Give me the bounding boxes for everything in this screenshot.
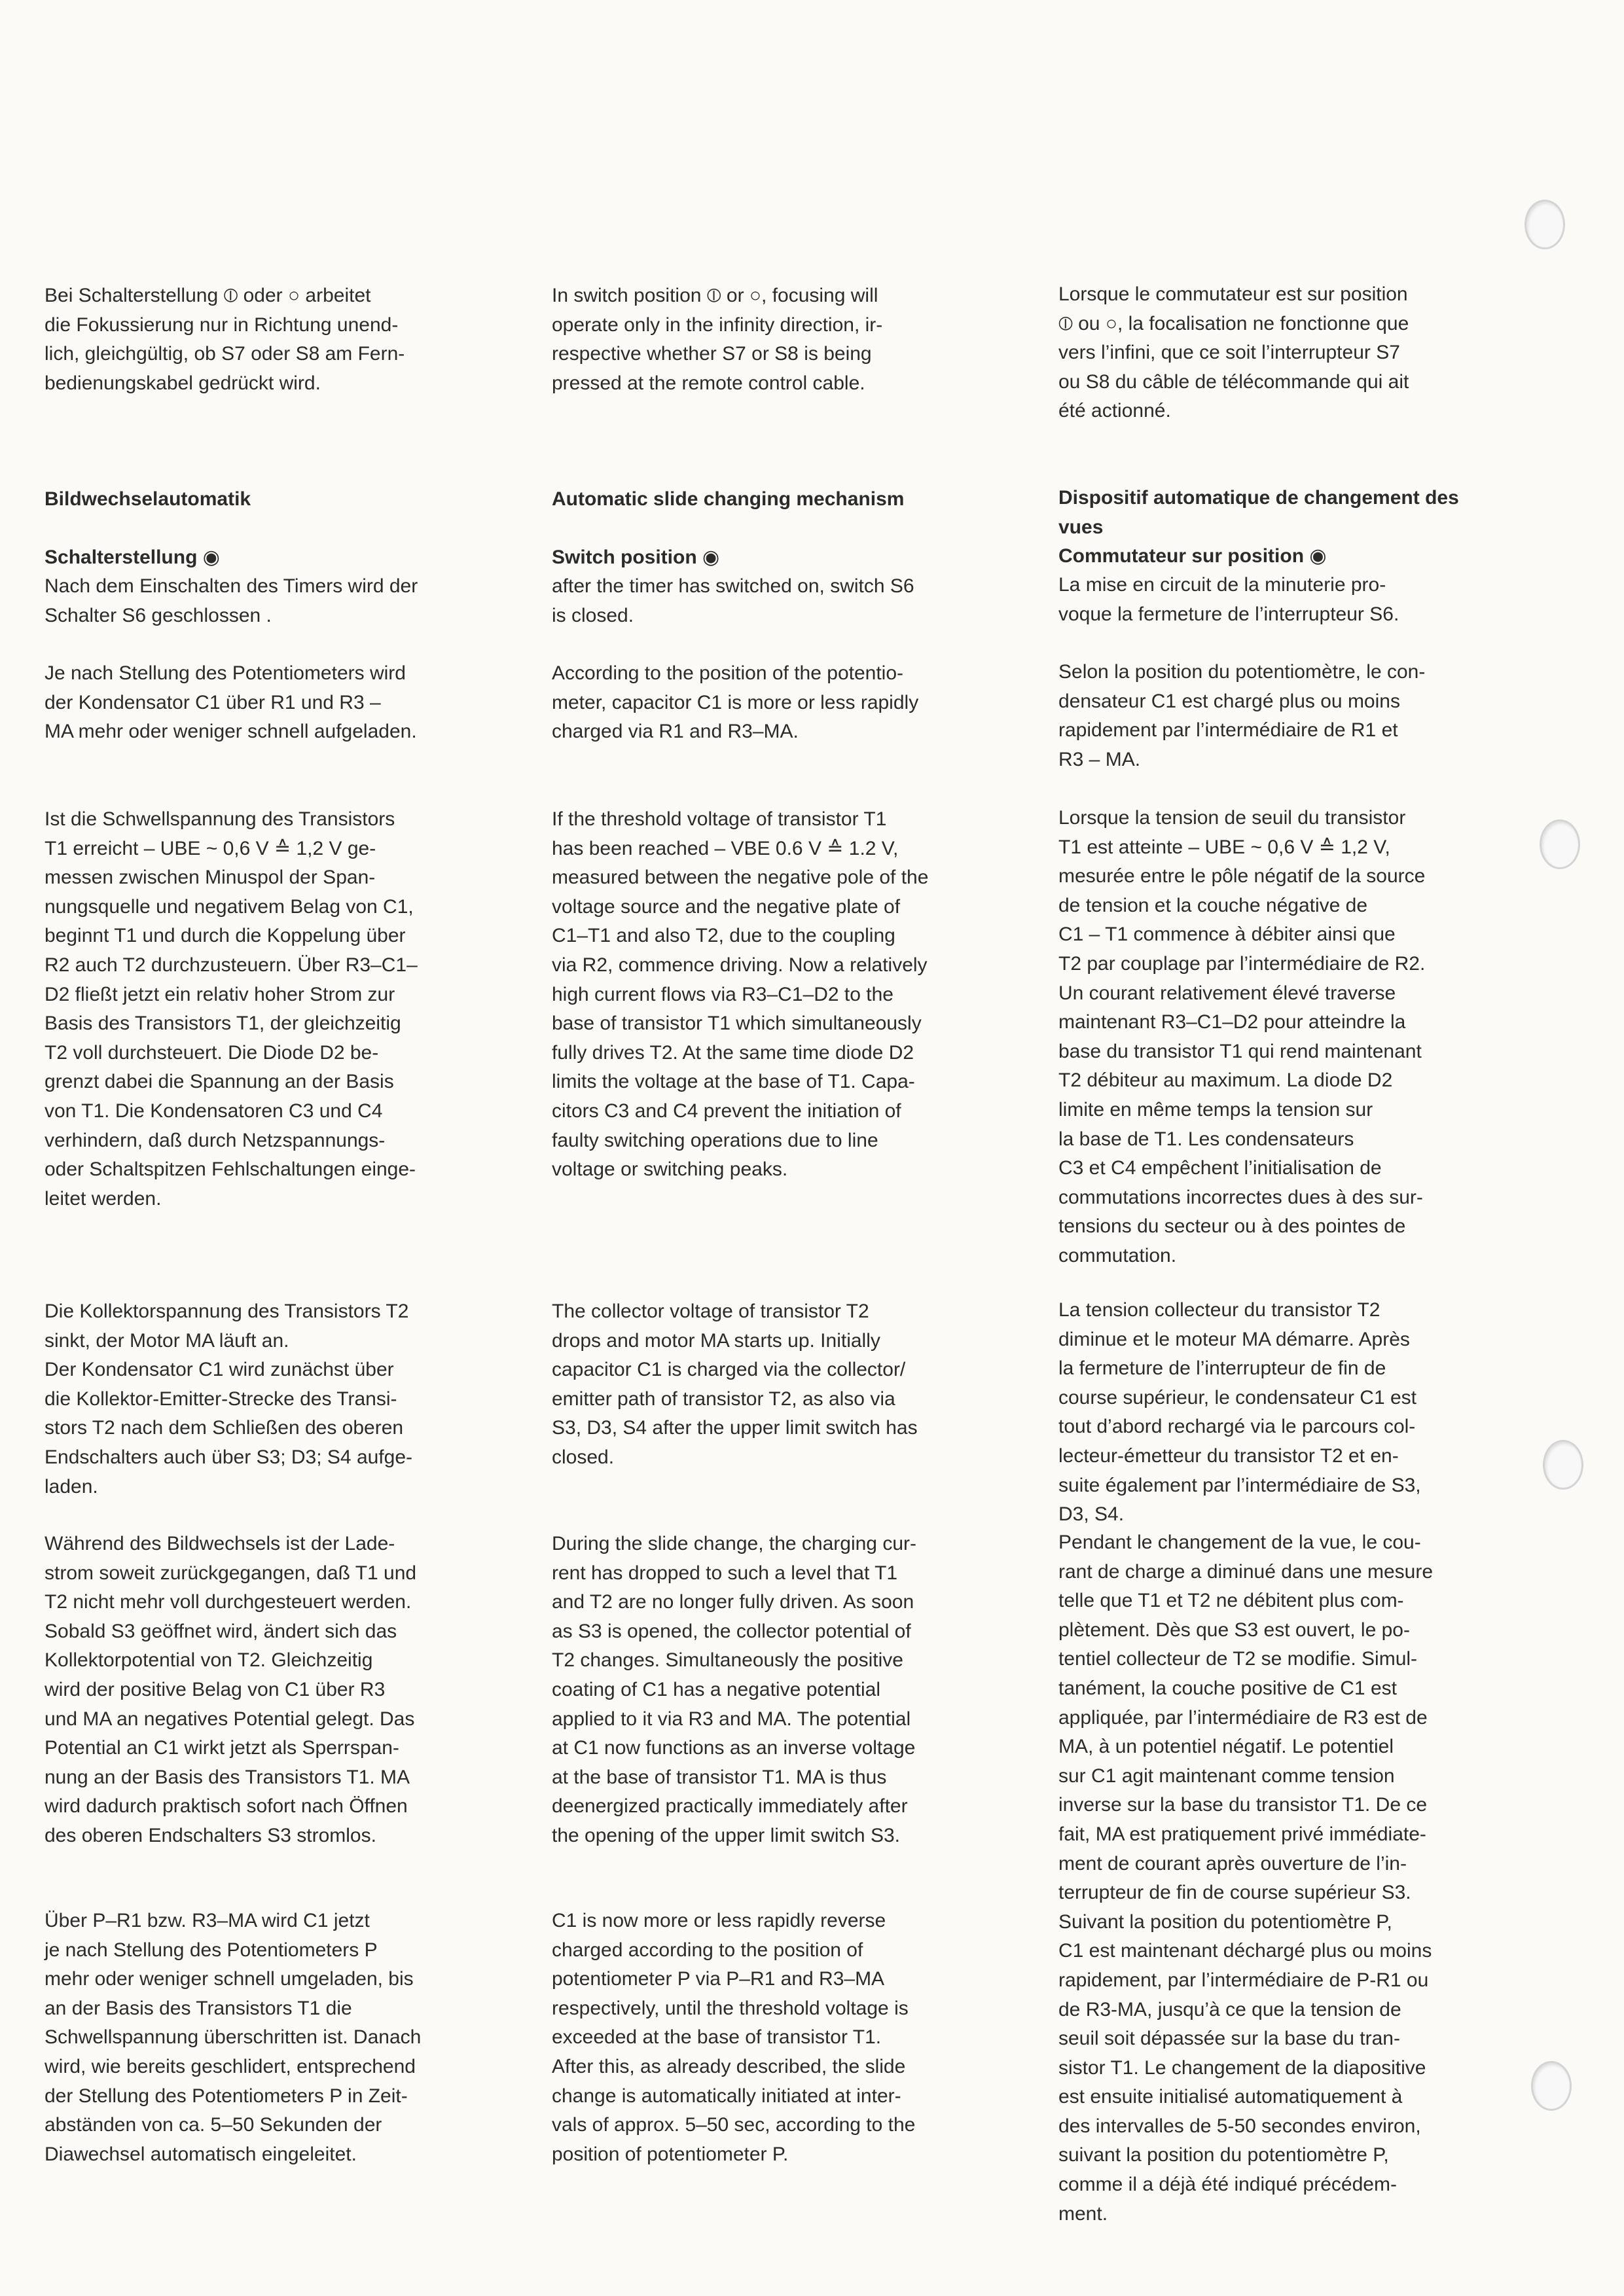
- threshold-paragraph: Ist die Schwellspannung des Transistors T1 erreicht – UBE ~ 0,6 V ≙ 1,2 V ge- messen zwischen Minuspol der Span- nungsquelle und negativem Belag von C1, beginnt T1 und durch die Koppelung über R2 auch T2 durchzusteuern. Über R3–C1– D2 fließt jetzt ein relativ hoher Strom zur Basis des Transistors T1, der gleichzeitig T2 voll durchsteuert. Die Diode D2 be- grenzt dabei die Spannung an der Basis von T1. Die Kondensatoren C3 und C4 verhindern, daß durch Netzspannungs- oder Schaltspitzen Fehlschaltungen einge- leitet werden.: [45, 808, 418, 1210]
- collector-paragraph: The collector voltage of transistor T2 drops and motor MA starts up. Initially capacitor C1 is charged via the collector/ emitter path of transistor T2, as also via S3, D3, S4 after the upper limit switch has closed.: [552, 1300, 918, 1468]
- section-heading: Automatic slide changing mechanism: [552, 488, 905, 510]
- slide-change-paragraph: Pendant le changement de la vue, le cou- rant de charge a diminué dans une mesure telle que T1 et T2 ne débitent plus com- plètement. Dès que S3 est ouvert, le po- tentiel collecteur de T2 se modifie. Simul- tanément, la couche positive de C1 est appliquée, par l’intermédiaire de R3 est de MA, à un potentiel négatif. Le potentiel sur C1 agit maintenant comme tension inverse sur la base du transistor T1. De ce fait, MA est pratiquement privé immédiate- ment de courant après ouverture de l’in- terrupteur de fin de course supérieur S3. Suivant la position du potentiomètre P, C1 est maintenant déchargé plus ou moins rapidement, par l’intermédiaire de P-R1 ou de R3-MA, jusqu’à ce que la tension de seuil soit dépassée sur la base du tran- sistor T1. Le changement de la diapositive est ensuite initialisé automatiquement à des intervalles de 5-50 secondes environ, suivant la position du potentiomètre P, comme il a déjà été indiqué précédem- ment.: [1058, 1532, 1434, 2225]
- punch-hole: [1531, 2061, 1572, 2111]
- section-heading: Dispositif automatique de changement des vues: [1058, 487, 1459, 538]
- slide-change-paragraph: Während des Bildwechsels ist der Lade- strom soweit zurückgegangen, daß T1 und T2 nicht mehr voll durchgesteuert werden. Sobald S3 geöffnet wird, ändert sich das Kollektorpotential von T2. Gleichzeitig wird der positive Belag von C1 über R3 und MA an negatives Potential gelegt. Das Potential an C1 wirkt jetzt als Sperrspan- nung an der Basis des Transistors T1. MA wird dadurch praktisch sofort nach Öffnen des oberen Endschalters S3 stromlos.: [45, 1533, 417, 1846]
- focus-paragraph: Lorsque le commutateur est sur position ⦶ ou ○, la focalisation ne fonctionne que vers l’infini, que ce soit l’interrupteur S7 ou S8 du câble de télécommande qui ait été actionné.: [1058, 283, 1409, 422]
- collector-paragraph: Die Kollektorspannung des Transistors T2 sinkt, der Motor MA läuft an. Der Kondensator C1 wird zunächst über die Kollektor-Emitter-Strecke des Transi- stors T2 nach dem Schließen des oberen Endschalters auch über S3; D3; S4 aufge- laden.: [45, 1300, 413, 1498]
- charging-paragraph: Selon la position du potentiomètre, le con- densateur C1 est chargé plus ou moins rapidement par l’intermédiaire de R1 et R3 – MA.: [1058, 661, 1426, 770]
- focus-paragraph: Bei Schalterstellung ⦶ oder ○ arbeitet die Fokussierung nur in Richtung unend- lich, gleichgültig, ob S7 oder S8 am Fern- bedienungskabel gedrückt wird.: [45, 285, 405, 394]
- charging-paragraph: According to the position of the potentio- meter, capacitor C1 is more or less rapidly charged via R1 and R3–MA.: [552, 662, 919, 743]
- slide-change-paragraph: During the slide change, the charging cur- rent has dropped to such a level that T1 and T2 are no longer fully driven. As soon as S3 is opened, the collector potential of T2 changes. Simultaneously the positive coating of C1 has a negative potential applied to it via R3 and MA. The potential at C1 now functions as an inverse voltage at the base of transistor T1. MA is thus deenergized practically immediately after the opening of the upper limit switch S3.: [552, 1533, 916, 1846]
- switch-position-heading: Schalterstellung ◉: [45, 547, 220, 568]
- collector-paragraph: La tension collecteur du transistor T2 diminue et le moteur MA démarre. Après la fermeture de l’interrupteur de fin de course supérieur, le condensateur C1 est tout d’abord rechargé via le parcours col- lecteur-émetteur du transistor T2 et en- suite également par l’intermédiaire de S3, D3, S4.: [1058, 1299, 1421, 1526]
- section-heading: Bildwechselautomatik: [45, 488, 251, 510]
- switch-position-heading: Commutateur sur position ◉: [1058, 545, 1327, 567]
- punch-hole: [1543, 1440, 1583, 1490]
- focus-paragraph: In switch position ⦶ or ○, focusing will operate only in the infinity direction, ir- respective whether S7 or S8 is being pressed at the remote control cable.: [552, 285, 883, 394]
- reverse-charge-paragraph: Über P–R1 bzw. R3–MA wird C1 jetzt je nach Stellung des Potentiometers P mehr oder weniger schnell umgeladen, bis an der Basis des Transistors T1 die Schwellspannung überschritten ist. Danach wird, wie bereits geschlidert, entsprechend der Stellung des Potentiometers P in Zeit- abständen von ca. 5–50 Sekunden der Diawechsel automatisch eingeleitet.: [45, 1910, 422, 2165]
- timer-paragraph: Nach dem Einschalten des Timers wird der Schalter S6 geschlossen .: [45, 575, 418, 626]
- reverse-charge-paragraph: C1 is now more or less rapidly reverse charged according to the position of potentiometer P via P–R1 and R3–MA respectively, until the threshold voltage is exceeded at the base of transistor T1. After this, as already described, the slide change is automatically initiated at inter- vals of approx. 5–50 sec, according to the position of potentiometer P.: [552, 1910, 916, 2165]
- punch-hole: [1525, 200, 1565, 249]
- punch-hole: [1540, 819, 1580, 869]
- timer-paragraph: after the timer has switched on, switch S6 is closed.: [552, 575, 914, 626]
- switch-position-heading: Switch position ◉: [552, 547, 720, 568]
- timer-paragraph: La mise en circuit de la minuterie pro- voque la fermeture de l’interrupteur S6.: [1058, 574, 1399, 625]
- threshold-paragraph: If the threshold voltage of transistor T1 has been reached – VBE 0.6 V ≙ 1.2 V, measured between the negative pole of the voltage source and the negative plate of C1–T1 and also T2, due to the coupling via R2, commence driving. Now a relatively high current flows via R3–C1–D2 to the base of transistor T1 which simultaneously fully drives T2. At the same time diode D2 limits the voltage at the base of T1. Capa- citors C3 and C4 prevent the initiation of faulty switching operations due to line voltage or switching peaks.: [552, 808, 929, 1181]
- threshold-paragraph: Lorsque la tension de seuil du transistor T1 est atteinte – UBE ~ 0,6 V ≙ 1,2 V, mesurée entre le pôle négatif de la source de tension et la couche négative de C1 – T1 commence à débiter ainsi que T2 par couplage par l’intermédiaire de R2. Un courant relativement élevé traverse maintenant R3–C1–D2 pour atteindre la base du transistor T1 qui rend maintenant T2 débiteur au maximum. La diode D2 limite en même temps la tension sur la base de T1. Les condensateurs C3 et C4 empêchent l’initialisation de commutations incorrectes dues à des sur- tensions du secteur ou à des pointes de commutation.: [1058, 807, 1426, 1266]
- charging-paragraph: Je nach Stellung des Potentiometers wird der Kondensator C1 über R1 und R3 – MA mehr oder weniger schnell aufgeladen.: [45, 662, 417, 743]
